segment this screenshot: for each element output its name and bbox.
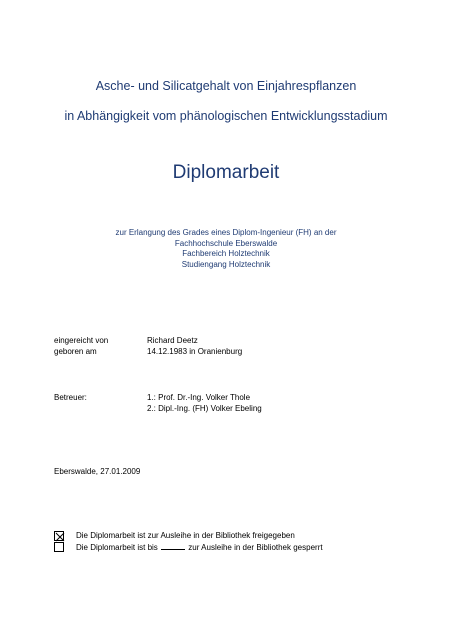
library-option-blocked[interactable] <box>54 542 374 554</box>
purpose-line4: Studiengang Holztechnik <box>181 259 271 269</box>
date-blank-line[interactable] <box>161 542 185 550</box>
purpose-line3: Fachbereich Holztechnik <box>182 249 270 258</box>
checkbox-unchecked[interactable] <box>54 542 64 552</box>
supervisors-label: Betreuer: <box>54 393 87 402</box>
thesis-title-line1: Asche- und Silicatgehalt von Einjahrespflanzen <box>95 79 357 93</box>
purpose-line2: Fachhochschule Eberswalde <box>174 238 278 248</box>
born-label: geboren am <box>54 347 97 356</box>
library-option-released-label: Die Diplomarbeit ist zur Ausleihe in der Bibliothek freigegeben <box>76 531 295 540</box>
purpose-line1: zur Erlangung des Grades eines Diplom-Ingenieur (FH) an der <box>115 228 337 237</box>
born-value: 14.12.1983 in Oranienburg <box>147 347 243 356</box>
place-and-date: Eberswalde, 27.01.2009 <box>54 467 141 476</box>
supervisor-second: 2.: Dipl.-Ing. (FH) Volker Ebeling <box>147 404 262 413</box>
submitted-label: eingereicht von <box>54 336 109 345</box>
document-type-heading: Diplomarbeit <box>172 162 280 183</box>
library-option-blocked-label <box>76 542 323 552</box>
author-name: Richard Deetz <box>147 336 198 345</box>
checkbox-checked[interactable] <box>54 531 64 541</box>
blocked-text-after: zur Ausleihe in der Bibliothek gesperrt <box>188 543 323 552</box>
thesis-title-line2: in Abhängigkeit vom phänologischen Entwicklungsstadium <box>64 109 388 123</box>
blocked-text-before: Die Diplomarbeit ist bis <box>76 543 158 552</box>
x-mark-icon <box>55 532 65 542</box>
degree-purpose-block <box>0 228 452 270</box>
supervisor-first: 1.: Prof. Dr.-Ing. Volker Thole <box>147 393 251 402</box>
